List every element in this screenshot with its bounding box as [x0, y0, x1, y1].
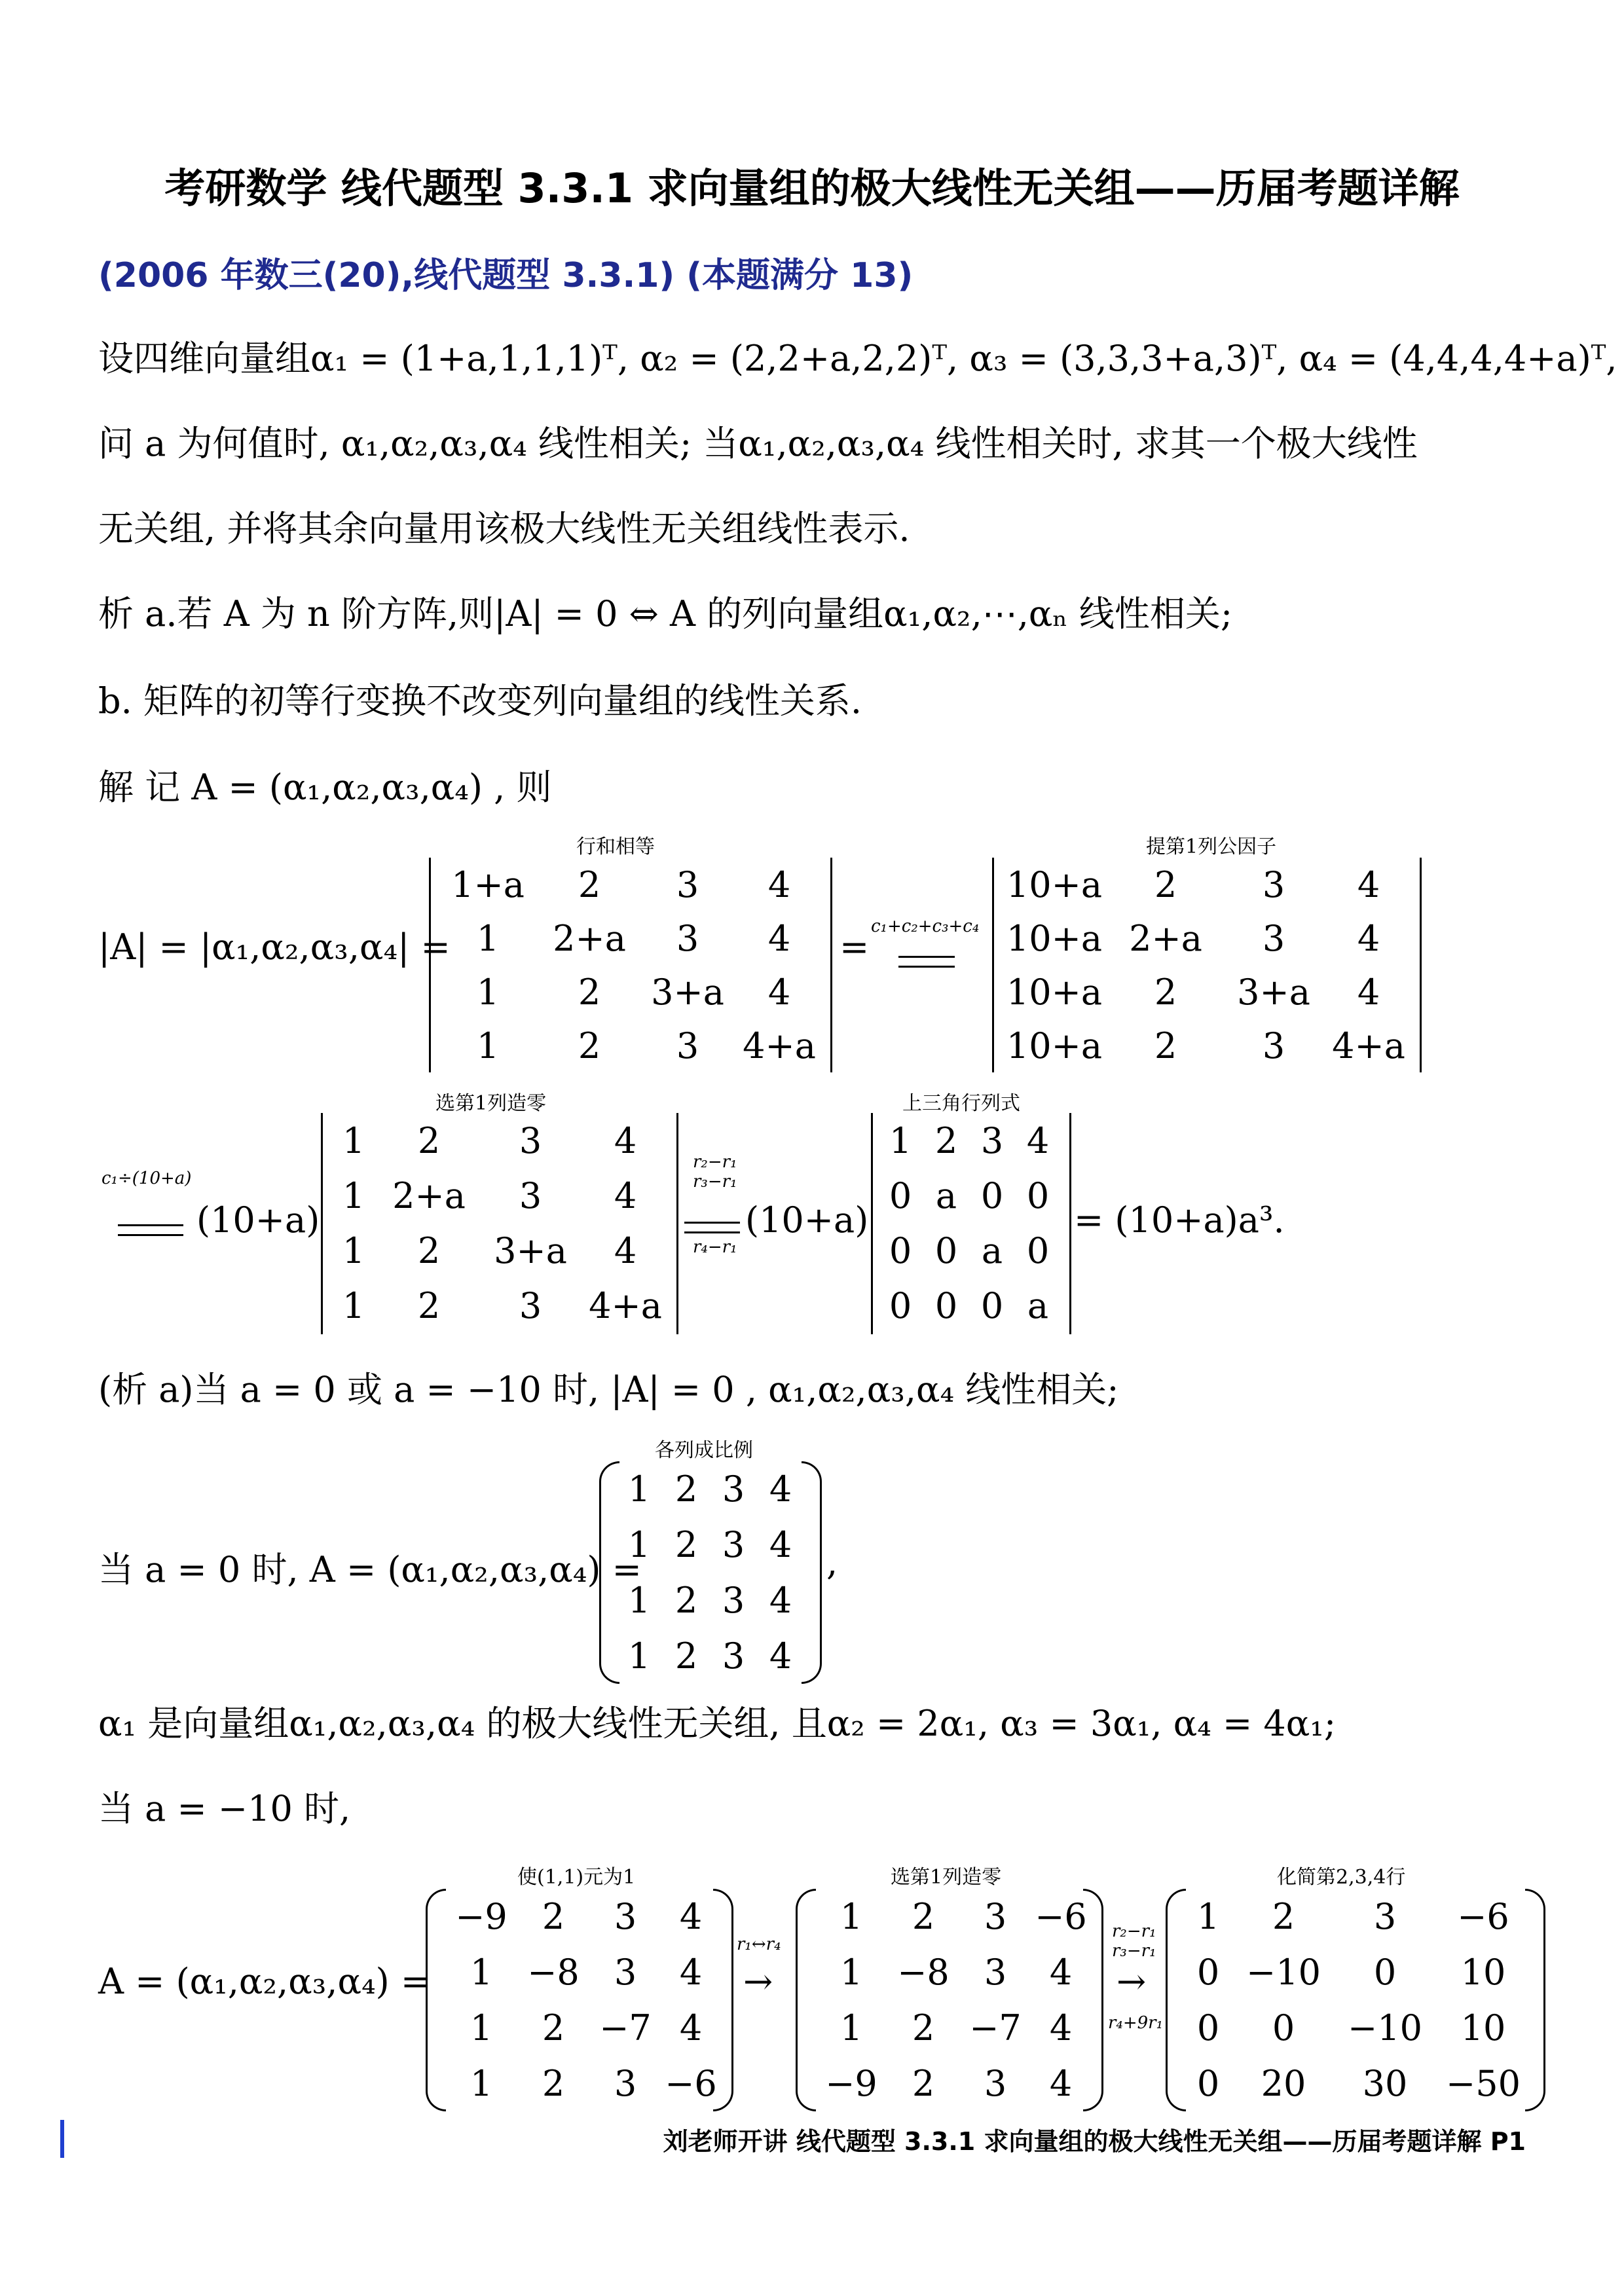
mat1-cell: 1 — [470, 1952, 493, 1993]
det2-cell: 3 — [1262, 917, 1285, 959]
op-rows-b: r₃−r₁ — [693, 1172, 737, 1192]
det1-cell: 2 — [578, 1025, 601, 1066]
det2-cell: 4 — [1357, 864, 1380, 905]
mat0-cell: 2 — [674, 1580, 698, 1621]
mat2-cell: 2 — [912, 2063, 935, 2104]
case0-lhs: 当 a = 0 时, A = (α₁,α₂,α₃,α₄) = — [98, 1549, 642, 1590]
det4-cell: a — [1027, 1285, 1049, 1326]
mat1-grid — [445, 1889, 720, 2111]
mat0-cell: 3 — [722, 1635, 745, 1677]
det2-cell: 10+a — [1006, 864, 1103, 905]
mat2-grid — [815, 1889, 1090, 2111]
det4-cell: 0 — [1026, 1175, 1050, 1216]
mat3-cell: 3 — [1373, 1896, 1397, 1937]
det1-cell: 1+a — [451, 864, 525, 905]
det2-cell: 3 — [1262, 1025, 1285, 1066]
case0-conclusion: α₁ 是向量组α₁,α₂,α₃,α₄ 的极大线性无关组, 且α₂ = 2α₁, α₃ = 3α₁, α₄ = 4α₁; — [98, 1703, 1337, 1744]
det4-cell: 0 — [934, 1230, 958, 1271]
mat3-cell: 10 — [1460, 2007, 1506, 2049]
det2-cell: 4 — [1357, 917, 1380, 959]
mat0-cell: 3 — [722, 1524, 745, 1565]
problem-header: (2006 年数三(20),线代题型 3.3.1) (本题满分 13) — [98, 256, 913, 295]
mat1-cell: 3 — [614, 1896, 637, 1937]
case10-intro: 当 a = −10 时, — [98, 1788, 351, 1829]
mat-lhs: A = (α₁,α₂,α₃,α₄) = — [98, 1961, 431, 2002]
label-zero: 选第1列造零 — [435, 1092, 547, 1115]
mat3-cell: −6 — [1457, 1896, 1509, 1937]
mat0-cell: 4 — [769, 1580, 792, 1621]
label-zero2: 选第1列造零 — [891, 1866, 1002, 1889]
mat0-grid — [616, 1461, 805, 1684]
arrow-2: → — [1116, 1961, 1147, 2002]
det4-grid — [877, 1113, 1061, 1334]
mat2-cell: 3 — [984, 1896, 1007, 1937]
mat1-cell: 1 — [470, 2007, 493, 2049]
mat1-cell: 2 — [542, 1896, 565, 1937]
det1-cell: 3 — [676, 917, 699, 959]
mat2-cell: −7 — [969, 2007, 1022, 2049]
det3-cell: 1 — [342, 1175, 365, 1216]
arrow-1: → — [743, 1961, 773, 2002]
mat0-cell: 1 — [627, 1524, 651, 1565]
det2-cell: 10+a — [1006, 917, 1103, 959]
det4-cell: 0 — [980, 1175, 1004, 1216]
mat3-cell: 0 — [1196, 1952, 1220, 1993]
label-row-sum: 行和相等 — [576, 835, 655, 858]
det4-cell: 0 — [889, 1175, 912, 1216]
label-triangular: 上三角行列式 — [902, 1092, 1020, 1115]
mat1-cell: 3 — [614, 2063, 637, 2104]
problem-line-2: 问 a 为何值时, α₁,α₂,α₃,α₄ 线性相关; 当α₁,α₂,α₃,α₄ 线性相关时, 求其一个极大线性 — [98, 423, 1418, 464]
page-title: 考研数学 线代题型 3.3.1 求向量组的极大线性无关组——历届考题详解 — [164, 164, 1460, 212]
det4-cell: a — [935, 1175, 957, 1216]
det1-cell: 4 — [767, 917, 791, 959]
mat1-cell: 2 — [542, 2007, 565, 2049]
det4-cell: 0 — [980, 1285, 1004, 1326]
mat1-cell: 3 — [614, 1952, 637, 1993]
mat2-cell: 3 — [984, 2063, 1007, 2104]
mat3-cell: 0 — [1272, 2007, 1295, 2049]
op-rows-c: r₄−r₁ — [693, 1237, 737, 1257]
det1-cell: 4 — [767, 971, 791, 1013]
det3-cell: 2 — [417, 1285, 441, 1326]
det1-cell: 3+a — [651, 971, 724, 1013]
problem-line-3: 无关组, 并将其余向量用该极大线性无关组线性表示. — [98, 508, 910, 549]
det3-cell: 3 — [519, 1175, 542, 1216]
det2-cell: 4+a — [1332, 1025, 1405, 1066]
mat3-cell: 2 — [1272, 1896, 1295, 1937]
mat3-cell: 30 — [1362, 2063, 1408, 2104]
det2-cell: 3 — [1262, 864, 1285, 905]
solution-intro: 解 记 A = (α₁,α₂,α₃,α₄) , 则 — [98, 767, 552, 808]
mat0-cell: 4 — [769, 1468, 792, 1510]
analysis-a: 析 a.若 A 为 n 阶方阵,则|A| = 0 ⇔ A 的列向量组α₁,α₂,⋯,αₙ 线性相关; — [98, 593, 1233, 634]
op-r4: r₄+9r₁ — [1108, 2013, 1164, 2033]
op-r3: r₃−r₁ — [1112, 1941, 1156, 1961]
det4-cell: a — [981, 1230, 1003, 1271]
analysis-b: b. 矩阵的初等行变换不改变列向量组的线性关系. — [98, 680, 862, 721]
det4-cell: 0 — [934, 1285, 958, 1326]
det2-cell: 2+a — [1129, 917, 1202, 959]
mat3-cell: 0 — [1196, 2063, 1220, 2104]
footer-accent-bar — [60, 2120, 64, 2158]
mat2-cell: 2 — [912, 1896, 935, 1937]
op-rows-a: r₂−r₁ — [693, 1152, 737, 1172]
footer: 刘老师开讲 线代题型 3.3.1 求向量组的极大线性无关组——历届考题详解 P1 — [663, 2127, 1526, 2156]
mat1-cell: 4 — [679, 1952, 703, 1993]
det3-cell: 2 — [417, 1120, 441, 1161]
det3-cell: 3 — [519, 1285, 542, 1326]
mat1-cell: −6 — [665, 2063, 717, 2104]
det2-cell: 3+a — [1237, 971, 1310, 1013]
det4-cell: 4 — [1026, 1120, 1050, 1161]
det3-cell: 1 — [342, 1230, 365, 1271]
mat3-grid — [1182, 1889, 1532, 2111]
label-simplify: 化简第2,3,4行 — [1277, 1866, 1406, 1889]
det1-cell: 4+a — [743, 1025, 816, 1066]
double-equals-1 — [898, 956, 955, 968]
op-r2: r₂−r₁ — [1112, 1922, 1156, 1941]
mat3-cell: 10 — [1460, 1952, 1506, 1993]
mat0-cell: 2 — [674, 1468, 698, 1510]
label-extract: 提第1列公因子 — [1146, 835, 1277, 858]
det1-cell: 1 — [476, 917, 500, 959]
det3-cell: 4 — [614, 1120, 637, 1161]
op-swap: r₁↔r₄ — [737, 1935, 781, 1954]
mat2-cell: 4 — [1049, 2063, 1073, 2104]
det3-cell: 1 — [342, 1120, 365, 1161]
mat2-cell: 1 — [840, 1896, 863, 1937]
factor-2: (10+a) — [745, 1199, 869, 1241]
mat3-cell: 20 — [1261, 2063, 1306, 2104]
mat3-cell: −10 — [1348, 2007, 1422, 2049]
det2-cell: 4 — [1357, 971, 1380, 1013]
factor-1: (10+a) — [196, 1199, 320, 1241]
det2-cell: 2 — [1154, 1025, 1177, 1066]
mat1-cell: 4 — [679, 1896, 703, 1937]
det3-cell: 1 — [342, 1285, 365, 1326]
det1-cell: 1 — [476, 1025, 500, 1066]
mat1-cell: −7 — [599, 2007, 652, 2049]
mat0-cell: 3 — [722, 1468, 745, 1510]
mat3-cell: 0 — [1373, 1952, 1397, 1993]
det-result: = (10+a)a³. — [1074, 1199, 1285, 1241]
mat3-cell: 1 — [1196, 1896, 1220, 1937]
mat2-cell: −9 — [825, 2063, 877, 2104]
case-line: (析 a)当 a = 0 或 a = −10 时, |A| = 0 , α₁,α₂,α₃,α₄ 线性相关; — [98, 1369, 1119, 1410]
mat0-cell: 2 — [674, 1635, 698, 1677]
det1-cell: 3 — [676, 1025, 699, 1066]
det3-cell: 2+a — [392, 1175, 466, 1216]
mat2-cell: 3 — [984, 1952, 1007, 1993]
det1-cell: 2 — [578, 864, 601, 905]
det4-cell: 0 — [889, 1285, 912, 1326]
det4-cell: 0 — [889, 1230, 912, 1271]
label-proportional: 各列成比例 — [655, 1439, 753, 1462]
double-equals-3 — [684, 1222, 740, 1233]
det2-cell: 2 — [1154, 971, 1177, 1013]
mat3-cell: −50 — [1446, 2063, 1521, 2104]
mat0-cell: 3 — [722, 1580, 745, 1621]
mat2-cell: 4 — [1049, 2007, 1073, 2049]
det3-cell: 4 — [614, 1175, 637, 1216]
det4-cell: 3 — [980, 1120, 1004, 1161]
det2-cell: 2 — [1154, 864, 1177, 905]
mat2-cell: 1 — [840, 1952, 863, 1993]
mat0-cell: 1 — [627, 1468, 651, 1510]
mat1-cell: −8 — [527, 1952, 580, 1993]
mat1-cell: 1 — [470, 2063, 493, 2104]
det3-cell: 2 — [417, 1230, 441, 1271]
mat1-cell: 4 — [679, 2007, 703, 2049]
det2-grid — [999, 858, 1411, 1072]
case0-tail: , — [826, 1542, 838, 1583]
op-sum: c₁+c₂+c₃+c₄ — [871, 917, 980, 936]
mat0-cell: 2 — [674, 1524, 698, 1565]
double-equals-2 — [118, 1224, 183, 1236]
mat2-cell: −6 — [1035, 1896, 1087, 1937]
mat2-cell: 2 — [912, 2007, 935, 2049]
mat0-cell: 1 — [627, 1635, 651, 1677]
mat2-cell: −8 — [897, 1952, 950, 1993]
det3-cell: 4 — [614, 1230, 637, 1271]
mat2-cell: 4 — [1049, 1952, 1073, 1993]
det3-cell: 4+a — [589, 1285, 662, 1326]
mat3-cell: −10 — [1246, 1952, 1321, 1993]
equals-sign: = — [840, 926, 870, 968]
det4-cell: 0 — [1026, 1230, 1050, 1271]
label-make11: 使(1,1)元为1 — [517, 1866, 636, 1889]
det4-cell: 2 — [934, 1120, 958, 1161]
det3-cell: 3+a — [494, 1230, 567, 1271]
mat0-cell: 4 — [769, 1635, 792, 1677]
det4-cell: 1 — [889, 1120, 912, 1161]
det2-cell: 10+a — [1006, 971, 1103, 1013]
det2-cell: 10+a — [1006, 1025, 1103, 1066]
det-lhs: |A| = |α₁,α₂,α₃,α₄| = — [98, 926, 451, 968]
mat3-cell: 0 — [1196, 2007, 1220, 2049]
det1-cell: 2+a — [553, 917, 626, 959]
det1-cell: 1 — [476, 971, 500, 1013]
mat1-cell: −9 — [455, 1896, 507, 1937]
mat1-cell: 2 — [542, 2063, 565, 2104]
det3-cell: 3 — [519, 1120, 542, 1161]
det1-grid — [435, 858, 822, 1072]
problem-line-1: 设四维向量组α₁ = (1+a,1,1,1)ᵀ, α₂ = (2,2+a,2,2)ᵀ, α₃ = (3,3,3+a,3)ᵀ, α₄ = (4,4,4,4+a)ᵀ, — [98, 338, 1617, 379]
mat2-cell: 1 — [840, 2007, 863, 2049]
det3-grid — [327, 1113, 668, 1334]
det1-cell: 2 — [578, 971, 601, 1013]
mat0-cell: 1 — [627, 1580, 651, 1621]
mat0-cell: 4 — [769, 1524, 792, 1565]
det1-cell: 4 — [767, 864, 791, 905]
op-div: c₁÷(10+a) — [101, 1169, 192, 1188]
det1-cell: 3 — [676, 864, 699, 905]
